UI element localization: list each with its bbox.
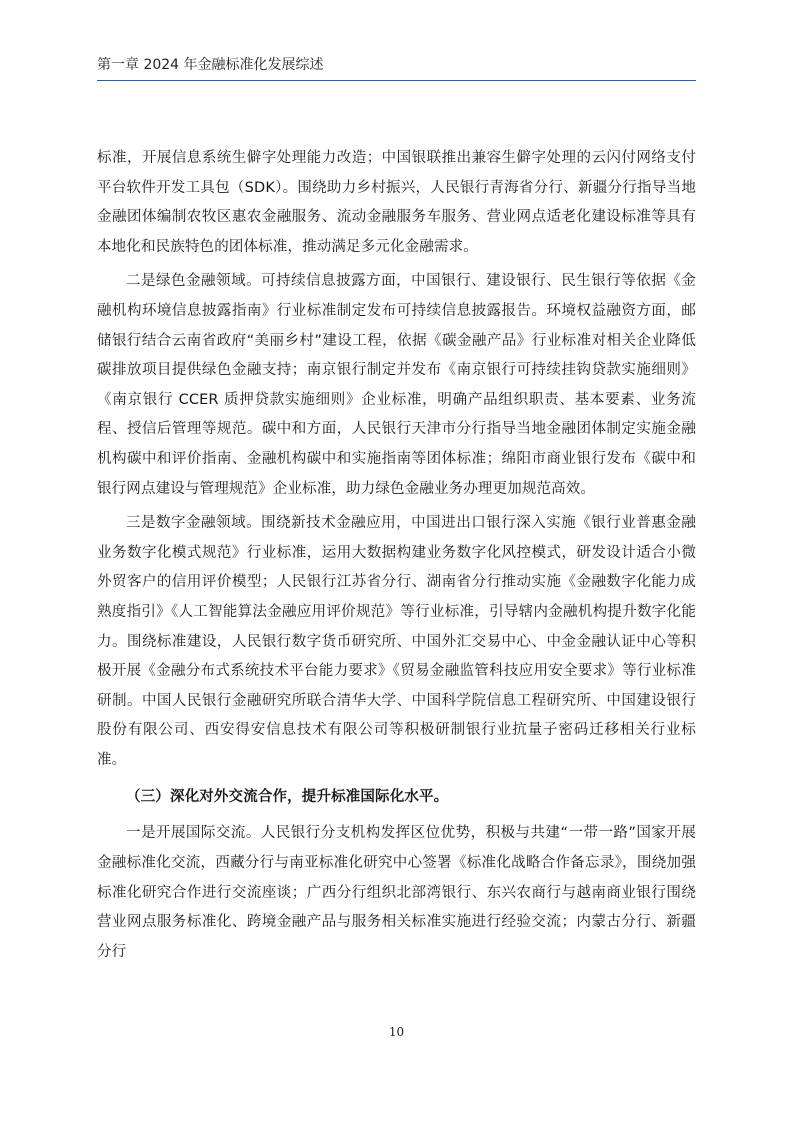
page-number: 10 — [388, 1025, 405, 1039]
section-heading: （三）深化对外交流合作，提升标准国际化水平。 — [126, 789, 449, 806]
paragraph-international-exchange: 一是开展国际交流。人民银行分支机构发挥区位优势，积极与共建“一带一路”国家开展金融标准化交流，西藏分行与南亚标准化研究中心签署《标准化战略合作备忘录》，围绕加强标准化研究合作进行交流座谈；广西分行组织北部湾银行、东兴农商行与越南商业银行围绕营业网点服务标准化、跨境金融产品与服务相关标准实施进行经验交流；内蒙古分行、新疆分行 — [97, 825, 696, 960]
chapter-title: 第一章 2024 年金融标准化发展综述 — [97, 57, 324, 73]
paragraph-continued: 标准，开展信息系统生僻字处理能力改造；中国银联推出兼容生僻字处理的云闪付网络支付平台软件开发工具包（SDK）。围绕助力乡村振兴，人民银行青海省分行、新疆分行指导当地金融团体编制农牧区惠农金融服务、流动金融服务车服务、营业网点适老化建设标准等具有本地化和民族特色的团体标准，推动满足多元化金融需求。 — [97, 150, 696, 255]
paragraph-digital-finance: 三是数字金融领域。围绕新技术金融应用，中国进出口银行深入实施《银行业普惠金融业务数字化模式规范》行业标准，运用大数据构建业务数字化风控模式，研发设计适合小微外贸客户的信用评价模型；人民银行江苏省分行、湖南省分行推动实施《金融数字化能力成熟度指引》《人工智能算法金融应用评价规范》等行业标准，引导辖内金融机构提升数字化能力。围绕标准建设，人民银行数字货币研究所、中国外汇交易中心、中金金融认证中心等积极开展《金融分布式系统技术平台能力要求》《贸易金融监管科技应用安全要求》等行业标准研制。中国人民银行金融研究所联合清华大学、中国科学院信息工程研究所、中国建设银行股份有限公司、西安得安信息技术有限公司等积极研制银行业抗量子密码迁移相关行业标准。 — [97, 515, 696, 768]
paragraph-green-finance: 二是绿色金融领域。可持续信息披露方面，中国银行、建设银行、民生银行等依据《金融机构环境信息披露指南》行业标准制定发布可持续信息披露报告。环境权益融资方面，邮储银行结合云南省政府“美丽乡村”建设工程，依据《碳金融产品》行业标准对相关企业降低碳排放项目提供绿色金融支持；南京银行制定并发布《南京银行可持续挂钩贷款实施细则》《南京银行 CCER 质押贷款实施细则》企业标准，明确产品组织职责、基本要素、业务流程、授信后管理等规范。碳中和方面，人民银行天津市分行指导当地金融团体制定实施金融机构碳中和评价指南、金融机构碳中和实施指南等团体标准；绵阳市商业银行发布《碳中和银行网点建设与管理规范》企业标准，助力绿色金融业务办理更加规范高效。 — [97, 273, 696, 497]
page-header — [97, 56, 696, 81]
document-body — [97, 144, 696, 967]
